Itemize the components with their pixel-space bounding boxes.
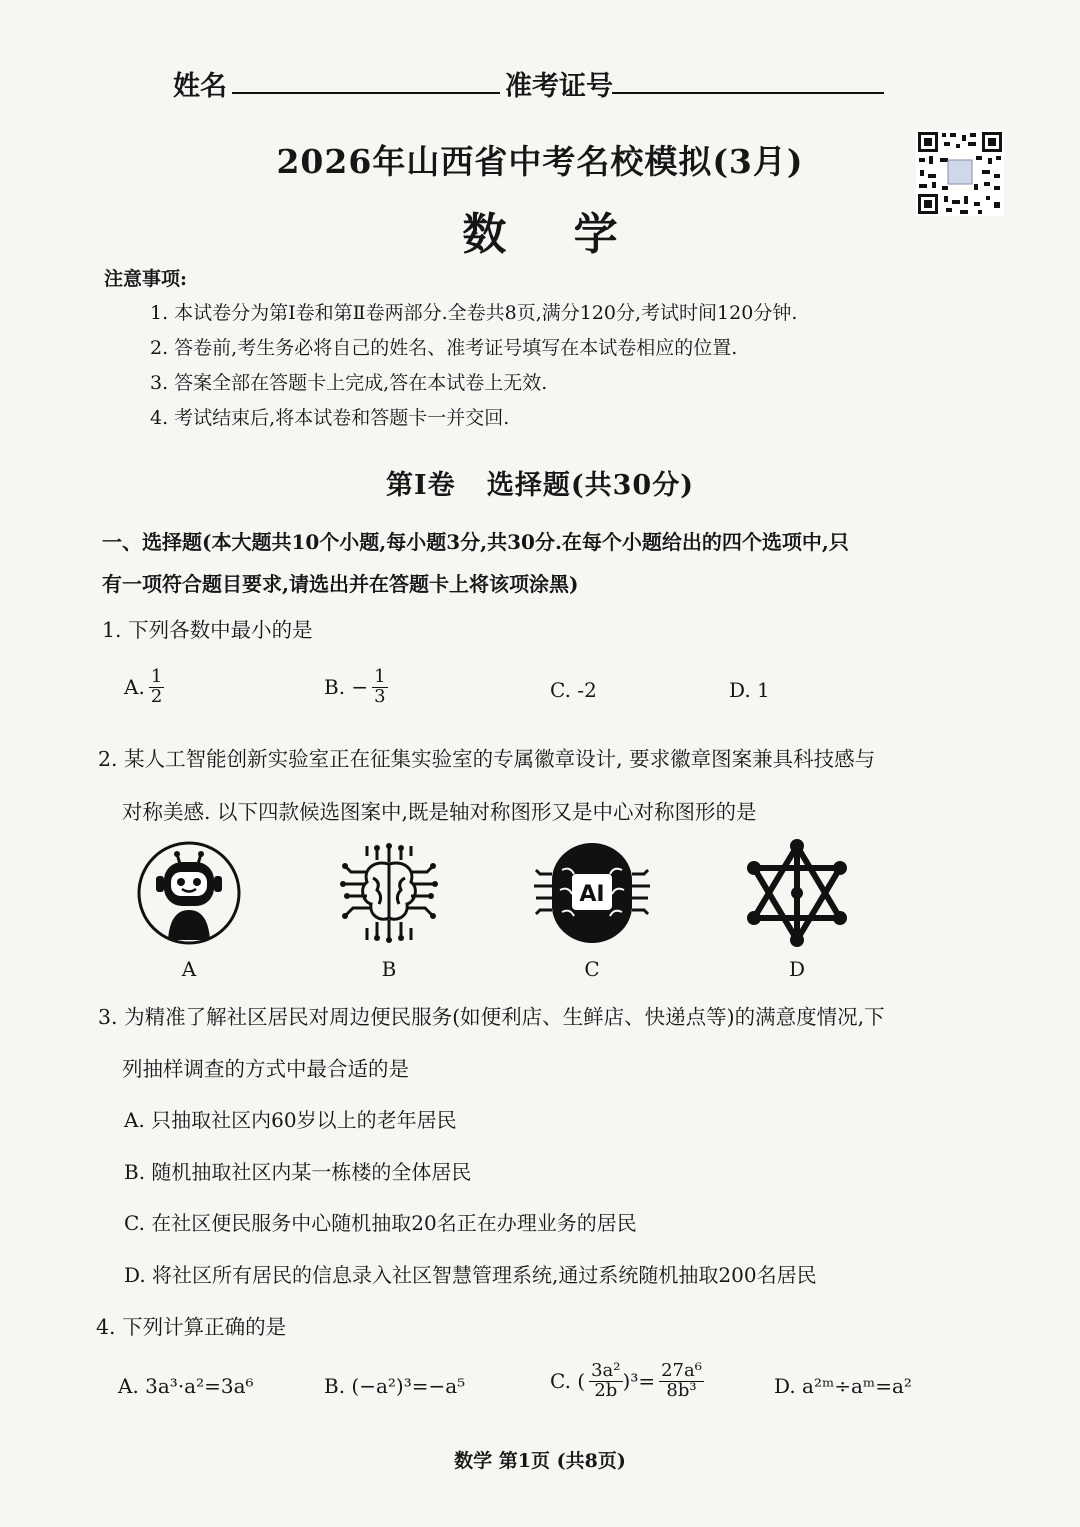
q4-option-d: D. a²ᵐ÷aᵐ=a² (774, 1374, 912, 1398)
badge-a-robot-icon (136, 840, 242, 946)
q3-option-b: B. 随机抽取社区内某一栋楼的全体居民 (124, 1160, 472, 1184)
note-item: 3. 答案全部在答题卡上完成,答在本试卷上无效. (150, 372, 548, 394)
q1-b-denominator: 3 (374, 685, 386, 707)
q1-a-denominator: 2 (150, 685, 163, 707)
q4-c-fraction-2 (659, 1362, 704, 1401)
q4-stem: 4. 下列计算正确的是 (96, 1315, 287, 1339)
badge-c-ai-chip-icon (532, 840, 652, 946)
q4-c-fraction (589, 1362, 622, 1401)
q1-stem: 1. 下列各数中最小的是 (102, 618, 313, 642)
name-label: 姓名 (173, 71, 227, 102)
note-item: 2. 答卷前,考生务必将自己的姓名、准考证号填写在本试卷相应的位置. (150, 337, 738, 359)
ticket-number-label: 准考证号 (505, 71, 613, 102)
name-field[interactable] (232, 92, 500, 94)
q1-option-b (324, 668, 388, 707)
q3-option-c: C. 在社区便民服务中心随机抽取20名正在办理业务的居民 (124, 1211, 637, 1235)
q4-c-denominator: 2b (594, 1379, 618, 1401)
q4-c-middle: )³= (622, 1369, 656, 1394)
page-footer: 数学 第1页 (共8页) (454, 1450, 626, 1472)
q1-option-a (124, 668, 164, 707)
part-intro-line: 一、选择题(本大题共10个小题,每小题3分,共30分.在每个小题给出的四个选项中,只 (102, 530, 849, 554)
q2-line: 2. 某人工智能创新实验室正在征集实验室的专属徽章设计, 要求徽章图案兼具科技感与 (98, 747, 876, 771)
section-title: 第Ⅰ卷 选择题(共30分) (386, 470, 694, 501)
badge-label: B (381, 957, 397, 981)
badge-label: C (584, 957, 600, 981)
q4-c-numerator-2: 27a⁶ (661, 1360, 702, 1381)
q1-b-fraction (372, 668, 387, 707)
subject-title: 数 学 (462, 209, 644, 260)
part-intro-line: 有一项符合题目要求,请选出并在答题卡上将该项涂黑) (102, 572, 579, 596)
q3-option-a: A. 只抽取社区内60岁以上的老年居民 (124, 1108, 457, 1132)
badge-b-brain-icon (337, 842, 441, 944)
q1-option-d: D. 1 (729, 678, 770, 702)
badge-c-text: AI (579, 882, 605, 907)
badge-label: A (181, 957, 197, 981)
q3-option-d: D. 将社区所有居民的信息录入社区智慧管理系统,通过系统随机抽取200名居民 (124, 1263, 817, 1287)
q3-line: 3. 为精准了解社区居民对周边便民服务(如便利店、生鲜店、快递点等)的满意度情况,下 (98, 1005, 885, 1029)
q1-option-c: C. -2 (550, 678, 597, 702)
q2-line: 对称美感. 以下四款候选图案中,既是轴对称图形又是中心对称图形的是 (122, 800, 757, 824)
q4-c-label: C. ( (550, 1369, 586, 1394)
badge-d-network-icon (742, 838, 852, 948)
exam-title: 2026年山西省中考名校模拟(3月) (276, 142, 804, 181)
q3-line: 列抽样调查的方式中最合适的是 (122, 1057, 409, 1081)
q1-a-numerator: 1 (150, 666, 163, 687)
ticket-number-field[interactable] (612, 92, 884, 94)
q1-b-numerator: 1 (374, 666, 386, 687)
badge-label: D (788, 957, 806, 981)
q4-c-numerator: 3a² (591, 1360, 621, 1381)
q4-option-c (550, 1362, 704, 1401)
note-item: 4. 考试结束后,将本试卷和答题卡一并交回. (150, 407, 510, 429)
q1-a-fraction (149, 668, 164, 707)
q1-a-label: A. (124, 675, 145, 700)
q1-b-label: B. − (324, 675, 369, 700)
notes-heading: 注意事项: (104, 268, 188, 290)
q4-c-denominator-2: 8b³ (666, 1379, 697, 1401)
q4-option-b: B. (−a²)³=−a⁵ (324, 1374, 466, 1398)
q4-option-a: A. 3a³·a²=3a⁶ (118, 1374, 254, 1398)
note-item: 1. 本试卷分为第Ⅰ卷和第Ⅱ卷两部分.全卷共8页,满分120分,考试时间120分钟. (150, 302, 798, 324)
